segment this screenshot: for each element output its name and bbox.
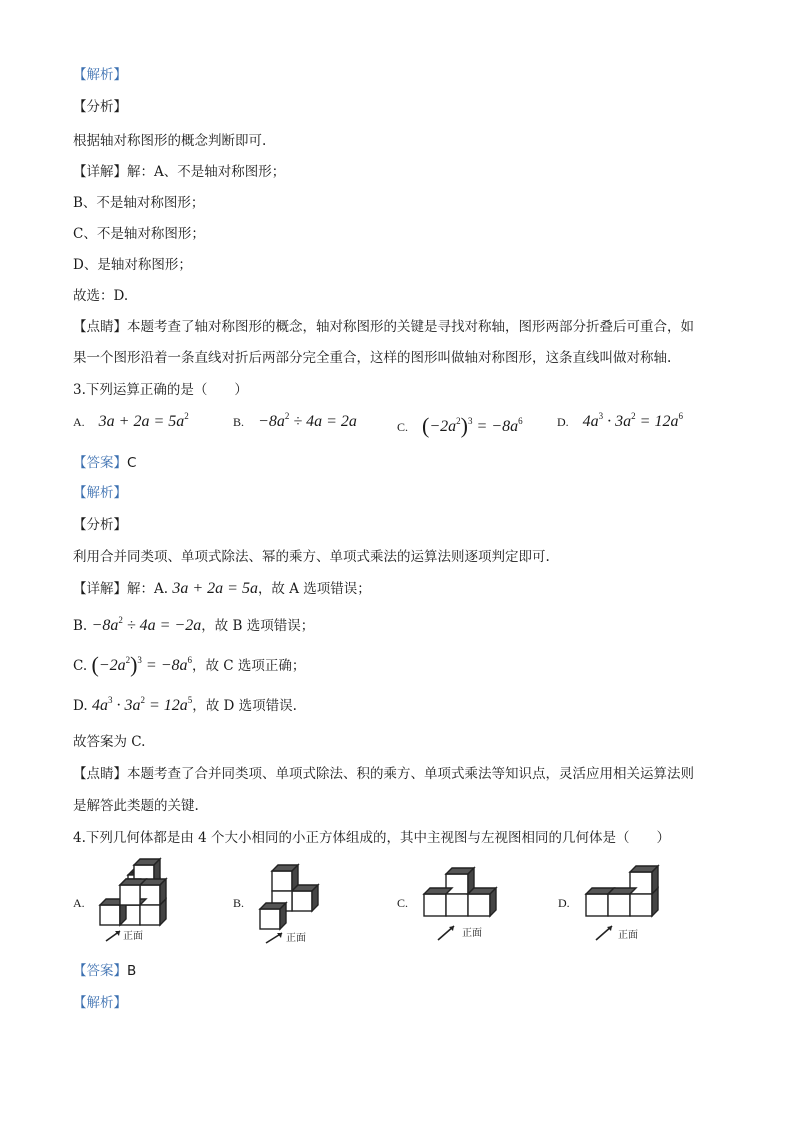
q2-xiangjie-d: D、是轴对称图形； [73, 257, 192, 273]
q3-stem: 3.下列运算正确的是（ ） [73, 382, 248, 398]
q3-option-a: A. $3a + 2a = 5a^2$ [73, 411, 189, 430]
q2-xiangjie-c: C、不是轴对称图形； [73, 226, 205, 242]
q3-fenxi-heading: 【分析】 [73, 517, 127, 533]
q3-option-a-expr: $3a + 2a = 5a^2$ [98, 411, 189, 430]
q4-answer-heading: 【答案】 [73, 963, 127, 979]
q2-xiangjie-heading: 【详解】 [73, 164, 127, 180]
q3-xiangjie-c: C. $(-2a^2)^3 = -8a^6$，故 C 选项正确； [73, 652, 306, 677]
q2-dianjing [73, 318, 694, 336]
q3-option-c-expr: $(-2a^2)^3 = -8a^6$ [422, 413, 523, 438]
q3-dianjing-line2: 是解答此类题的关键. [73, 798, 199, 814]
q4-option-d-front-label: 正面 [618, 930, 638, 941]
q4-option-c-label: C. [397, 896, 409, 910]
q3-jiexi-heading: 【解析】 [73, 485, 127, 501]
q2-xiangjie-a: 解：A、不是轴对称图形； [127, 164, 286, 180]
q3-dianjing: 【点睛】本题考查了合并同类项、单项式除法、积的乘方、单项式乘法等知识点，灵活应用相关运算法则 [73, 766, 694, 782]
q2-fenxi-heading: 【分析】 [73, 99, 127, 115]
q2-jiexi-heading: 【解析】 [73, 67, 127, 83]
q2-dianjing-heading: 【点睛】 [73, 319, 127, 335]
q3-option-b-expr: $-8a^2 \div 4a = 2a$ [258, 411, 357, 430]
q3-xiangjie-a: 【详解】解：A. 3a + 2a = 5a，故 A 选项错误； [73, 580, 371, 597]
q3-answer-value: C [127, 455, 137, 471]
q3-xiangjie-b: B. $-8a^2 \div 4a = -2a$，故 B 选项错误； [73, 615, 315, 634]
q4-option-d-label: D. [558, 896, 570, 910]
q4-option-b-front-label: 正面 [286, 933, 306, 944]
q3-option-d-expr: $4a^3 \cdot 3a^2 = 12a^6$ [582, 411, 683, 430]
q3-option-b: B. $-8a^2 \div 4a = 2a$ [233, 411, 357, 430]
q3-option-d: D. $4a^3 \cdot 3a^2 = 12a^6$ [557, 411, 683, 430]
q2-conclusion: 故选：D. [73, 288, 129, 304]
q4-jiexi-heading: 【解析】 [73, 995, 127, 1011]
q4-option-b-cube-figure [252, 855, 362, 945]
q3-option-c: C. $(-2a^2)^3 = -8a^6$ [397, 413, 523, 438]
q4-answer [73, 962, 136, 980]
q4-option-b-label: B. [233, 896, 245, 910]
q4-option-a-cube-figure [90, 855, 200, 945]
q3-answer-heading: 【答案】 [73, 455, 127, 471]
q2-dianjing-line2: 果一个图形沿着一条直线对折后两部分完全重合，这样的图形叫做轴对称图形，这条直线叫做对称轴. [73, 350, 672, 366]
q2-xiangjie [73, 163, 285, 181]
q3-xiangjie-d: D. $4a^3 \cdot 3a^2 = 12a^5$，故 D 选项错误. [73, 695, 297, 714]
q4-option-a-front-label: 正面 [123, 931, 143, 942]
q4-option-c-front-label: 正面 [462, 928, 482, 939]
q2-xiangjie-b: B、不是轴对称图形； [73, 195, 205, 211]
q3-answer [73, 454, 136, 472]
q4-answer-value: B [127, 963, 137, 979]
q2-fenxi-text: 根据轴对称图形的概念判断即可. [73, 133, 267, 149]
q3-conclusion: 故答案为 C. [73, 734, 146, 750]
q3-fenxi-text: 利用合并同类项、单项式除法、幂的乘方、单项式乘法的运算法则逐项判定即可. [73, 549, 550, 565]
q4-stem: 4.下列几何体都是由 4 个大小相同的小正方体组成的，其中主视图与左视图相同的几何体是（ ） [73, 830, 671, 846]
q2-dianjing-line1: 本题考查了轴对称图形的概念，轴对称图形的关键是寻找对称轴，图形两部分折叠后可重合，如 [127, 319, 694, 335]
q4-option-a-label: A. [73, 896, 85, 910]
